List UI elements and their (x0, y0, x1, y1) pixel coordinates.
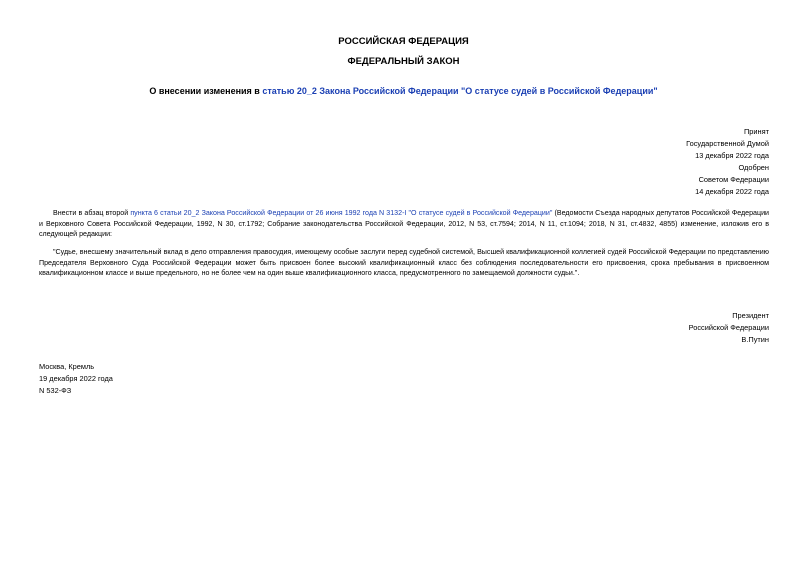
p1-law-link[interactable]: пункта 6 статьи 20_2 Закона Российской Федерации от 26 июня 1992 года N 3132-I "О статусе судей в Российской Федерации" (130, 209, 553, 217)
header-law-type: ФЕДЕРАЛЬНЫЙ ЗАКОН (347, 56, 460, 67)
p1-suffix: (Ведомости Съезда народных депутатов Российской Федерации и Верховного Совета Российской Федерации, 1992, N 30, ст.1792; Собрание законодательства Российской Федерации, 2012, N 53, ст.7594; 2014, N 11, ст.1094; 2018, N 31, ст.4832, 4855) изменение, изложив его в следующей редакции: (39, 209, 769, 238)
adoption-duma-date: 13 декабря 2022 года (695, 151, 769, 160)
adoption-council: Советом Федерации (698, 175, 769, 184)
adoption-block (686, 126, 769, 198)
signature-block (689, 310, 769, 346)
signature-org: Российской Федерации (688, 323, 769, 332)
place-city: Москва, Кремль (39, 362, 95, 371)
adoption-council-date: 14 декабря 2022 года (695, 187, 769, 196)
title-law-link[interactable]: статью 20_2 Закона Российской Федерации "О статусе судей в Российской Федерации" (262, 86, 658, 96)
body-paragraph-1 (39, 208, 769, 240)
adoption-duma: Государственной Думой (686, 139, 769, 148)
place-block (39, 361, 113, 397)
place-number: N 532-ФЗ (39, 386, 72, 395)
adoption-accepted: Принят (743, 127, 769, 136)
document-title (0, 86, 807, 96)
signature-name: В.Путин (741, 335, 769, 344)
p1-prefix: Внести в абзац второй (53, 209, 131, 217)
signature-title: Президент (732, 311, 769, 320)
header-country: РОССИЙСКАЯ ФЕДЕРАЦИЯ (338, 36, 469, 47)
adoption-approved: Одобрен (738, 163, 769, 172)
body-paragraph-2: "Судье, внесшему значительный вклад в дело отправления правосудия, имеющему особые заслуги перед судебной системой, Высшей квалификационной коллегией судей Российской Федерации по представлению Председателя Верховного Суда Российской Федерации может быть присвоен более высокий квалификационный класс без соблюдения последовательности его присвоения, срока пребывания в присвоенном квалификационном классе и выше предельного, но не более чем на один выше квалификационного класса, предусмотренного по замещаемой должности судьи.". (39, 248, 769, 277)
title-prefix: О внесении изменения в (149, 86, 263, 96)
place-date: 19 декабря 2022 года (39, 374, 113, 383)
